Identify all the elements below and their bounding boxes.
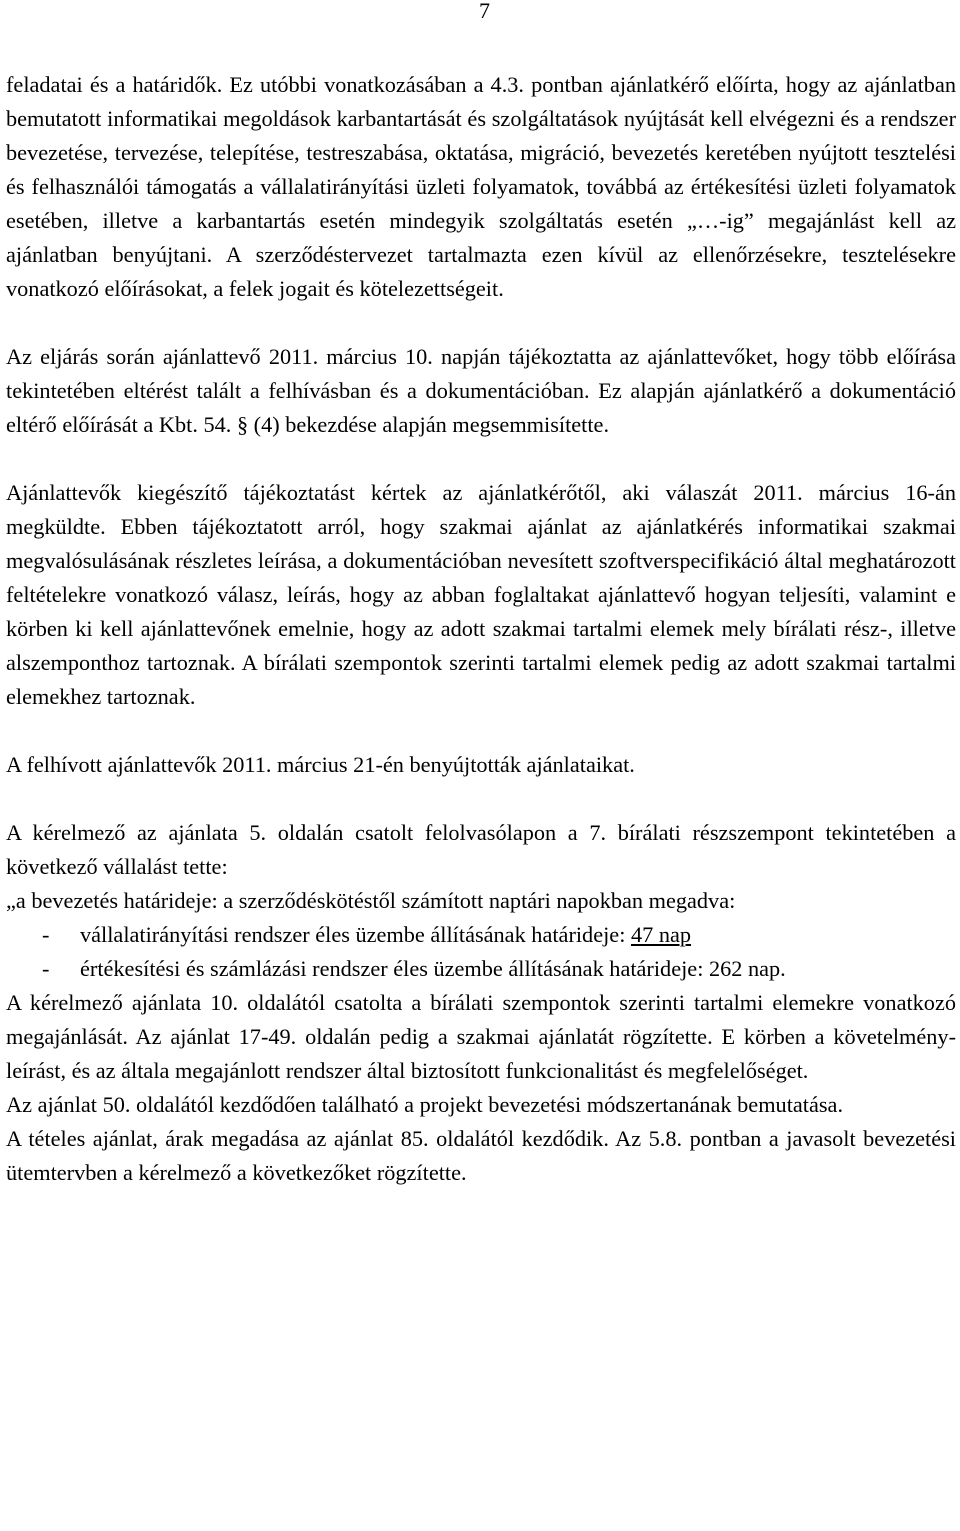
paragraph-itemized-offer: A tételes ajánlat, árak megadása az ajánlat 85. oldalától kezdődik. Az 5.8. pontban a javasolt bevezetési ütemtervben a kérelmező a következőket rögzítette. (6, 1126, 956, 1185)
paragraph-deadline-quote: „a bevezetés határideje: a szerződéskötéstől számított naptári napokban megadva: (6, 888, 736, 913)
paragraph-offers-submitted: A felhívott ajánlattevők 2011. március 21-én benyújtották ajánlataikat. (6, 752, 635, 777)
bullet-dash: - (42, 956, 50, 981)
paragraph-gap (6, 714, 956, 748)
list-item (6, 952, 956, 986)
list-item-text: vállalatirányítási rendszer éles üzembe állításának határideje: (80, 922, 631, 947)
list-item-text: értékesítési és számlázási rendszer éles üzembe állításának határideje: 262 nap. (80, 956, 786, 981)
document-body (6, 68, 956, 1190)
list-item (6, 918, 956, 952)
paragraph-applicant-commitment: A kérelmező az ajánlata 5. oldalán csatolt felolvasólapon a 7. bírálati részszempont tekintetében a következő vállalást tette: (6, 820, 956, 879)
page-number: 7 (479, 0, 490, 23)
paragraph-task-deadlines: feladatai és a határidők. Ez utóbbi vonatkozásában a 4.3. pontban ajánlatkérő előírta, hogy az ajánlatban bemutatott informatikai megoldások karbantartását és szolgáltatások nyújtását kell elvégezni és a rendszer bevezetése, tervezése, telepítése, testreszabása, oktatása, migráció, bevezetés keretében nyújtott tesztelési és felhasználói támogatás a vállalatirányítási üzleti folyamatok, továbbá az értékesítési üzleti folyamatok esetében, illetve a karbantartás esetén mindegyik szolgáltatás esetén „…-ig” megajánlást kell az ajánlatban benyújtani. A szerződéstervezet tartalmazta ezen kívül az ellenőrzésekre, tesztelésekre vonatkozó előírásokat, a felek jogait és kötelezettségeit. (6, 72, 956, 301)
paragraph-gap (6, 306, 956, 340)
paragraph-gap (6, 782, 956, 816)
deadline-list (6, 918, 956, 986)
paragraph-gap (6, 442, 956, 476)
list-item-underlined-value: 47 nap (630, 922, 692, 947)
paragraph-supplementary-info: Ajánlattevők kiegészítő tájékoztatást kértek az ajánlatkérőtől, aki válaszát 2011. március 16-án megküldte. Ebben tájékoztatott arról, hogy szakmai ajánlat az ajánlatkérés informatikai szakmai megvalósulásának részletes leírása, a dokumentációban nevesített szoftverspecifikáció által meghatározott feltételekre vonatkozó válasz, leírás, hogy az abban foglaltakat ajánlattevő hogyan teljesíti, valamint e körben ki kell ajánlattevőnek emelnie, hogy az adott szakmai tartalmi elemek mely bírálati rész-, illetve alszemponthoz tartoznak. A bírálati szempontok szerinti tartalmi elemek pedig az adott szakmai tartalmi elemekhez tartoznak. (6, 480, 956, 709)
paragraph-procedure-info: Az eljárás során ajánlattevő 2011. március 10. napján tájékoztatta az ajánlattevőket, hogy több előírása tekintetében eltérést talált a felhívásban és a dokumentációban. Ez alapján ajánlatkérő a dokumentáció eltérő előírását a Kbt. 54. § (4) bekezdése alapján megsemmisítette. (6, 344, 956, 437)
paragraph-offer-content: A kérelmező ajánlata 10. oldalától csatolta a bírálati szempontok szerinti tartalmi elemekre vonatkozó megajánlását. Az ajánlat 17-49. oldalán pedig a szakmai ajánlatát rögzítette. E körben a követelmény-leírást, és az általa megajánlott rendszer által biztosított funkcionalitást és megfelelőséget. (6, 990, 956, 1083)
paragraph-methodology: Az ajánlat 50. oldalától kezdődően található a projekt bevezetési módszertanának bemutatása. (6, 1092, 844, 1117)
bullet-dash: - (42, 922, 50, 947)
